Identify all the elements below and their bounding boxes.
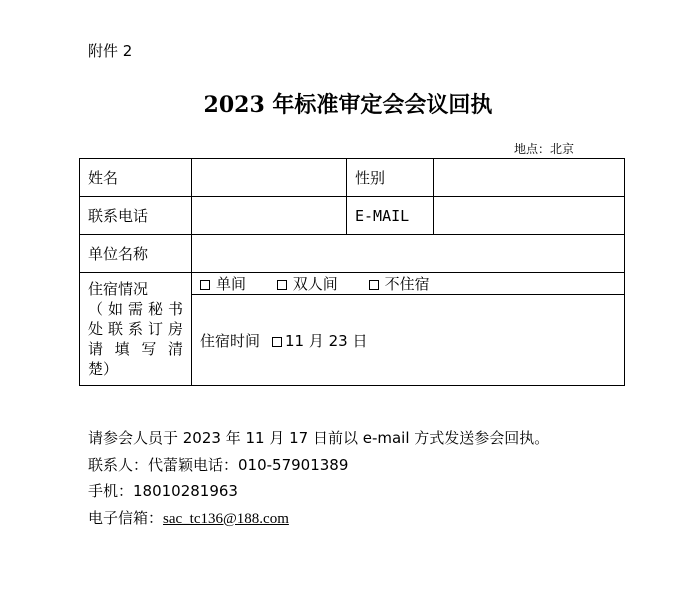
table-row [80, 235, 625, 273]
lodging-label-cell [80, 273, 192, 386]
option-label: 单间 [216, 275, 247, 293]
option-label: 不住宿 [384, 275, 430, 293]
reply-form-table [79, 158, 625, 386]
table-row [80, 159, 625, 197]
organization-field[interactable] [192, 235, 625, 273]
option-double-room[interactable] [277, 275, 338, 293]
stay-time-cell [192, 295, 625, 386]
email-label: E-MAIL [347, 197, 434, 235]
attachment-label: 附件 2 [88, 42, 133, 60]
checkbox-icon[interactable] [200, 280, 210, 290]
page-title: 2023 年标准审定会会议回执 [203, 92, 493, 118]
gender-field[interactable] [434, 159, 625, 197]
contact-info: 联系人：代蕾颖电话：010-57901389 [88, 455, 349, 474]
lodging-note-line: 请填写清 [88, 340, 183, 358]
lodging-note-line: 处联系订房 [88, 320, 183, 338]
stay-time-label: 住宿时间 [200, 331, 261, 350]
table-row [80, 273, 625, 295]
name-field[interactable] [192, 159, 347, 197]
phone-label: 联系电话 [80, 197, 192, 235]
table-row [80, 197, 625, 235]
mobile-info: 手机：18010281963 [88, 482, 238, 500]
location-label: 地点：北京 [514, 142, 575, 156]
phone-field[interactable] [192, 197, 347, 235]
gender-label: 性别 [347, 159, 434, 197]
option-no-lodging[interactable] [369, 275, 430, 293]
checkbox-icon[interactable] [277, 280, 287, 290]
lodging-note-line: （如需秘书 [88, 300, 183, 318]
checkbox-icon[interactable] [272, 337, 282, 347]
lodging-options [192, 273, 625, 295]
option-single-room[interactable] [200, 275, 246, 293]
lodging-note-line: 楚） [88, 360, 119, 378]
email-prefix: 电子信箱： [88, 508, 164, 527]
email-field[interactable] [434, 197, 625, 235]
organization-label: 单位名称 [80, 235, 192, 273]
checkbox-icon[interactable] [369, 280, 379, 290]
stay-date: 11 月 23 日 [285, 331, 368, 350]
option-label: 双人间 [292, 275, 338, 293]
email-info [88, 505, 549, 533]
name-label: 姓名 [80, 159, 192, 197]
email-link[interactable]: sac_tc136@188.com [163, 510, 289, 527]
notes-section [88, 425, 549, 532]
submission-instruction: 请参会人员于 2023 年 11 月 17 日前以 e-mail 方式发送参会回执。 [88, 429, 550, 447]
lodging-label: 住宿情况 [88, 280, 149, 298]
